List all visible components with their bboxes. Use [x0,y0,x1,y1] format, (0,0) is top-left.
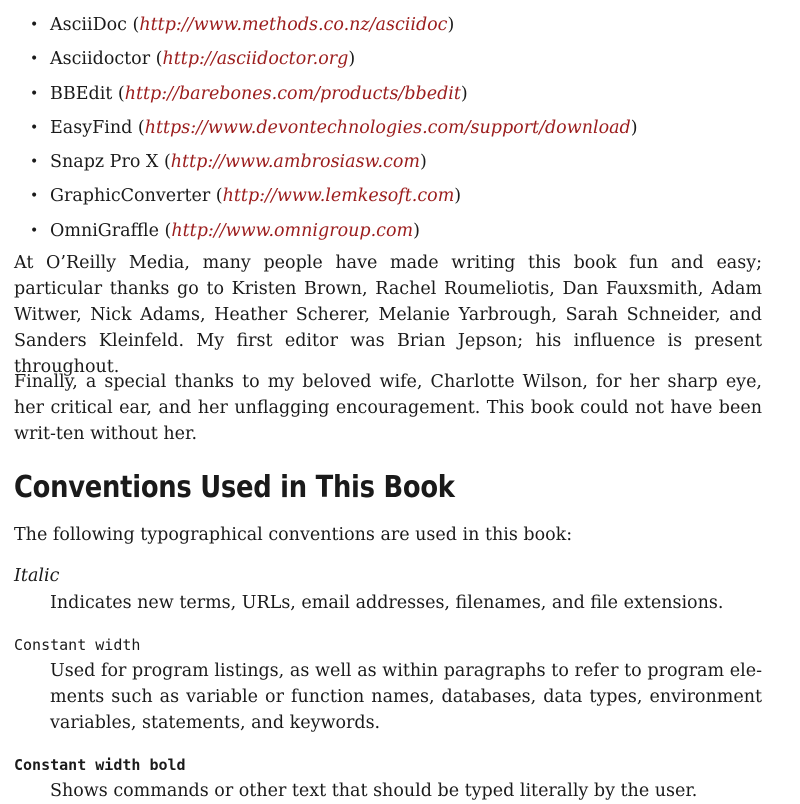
tool-link[interactable]: http://www.methods.co.nz/asciidoc [139,15,448,35]
italic-definition: Indicates new terms, URLs, email addresses, filenames, and file extensions. [50,593,724,613]
tool-name: AsciiDoc [50,15,127,35]
list-item: • Asciidoctor (http://asciidoctor.org) [30,42,750,76]
tool-link[interactable]: http://www.ambrosiasw.com [170,152,420,173]
bullet-icon: • [30,154,39,171]
constant-width-term: Constant width [14,636,141,654]
bullet-icon: • [30,188,39,205]
tool-link[interactable]: http://barebones.com/products/bbedit [124,83,461,104]
tool-link[interactable]: http://www.lemkesoft.com [222,186,455,207]
tool-list [30,8,750,248]
list-item: • Snapz Pro X (http://www.ambrosiasw.com) [30,145,750,179]
list-item: • EasyFind (https://www.devontechnologies.com/support/download) [30,111,750,145]
conventions-intro: The following typographical conventions are used in this book: [14,525,573,545]
section-heading: Conventions Used in This Book [14,470,455,505]
list-item: • BBEdit (http://barebones.com/products/bbedit) [30,77,750,111]
list-item: • OmniGraffle (http://www.omnigroup.com) [30,214,750,248]
constant-width-bold-definition: Shows commands or other text that should be typed literally by the user. [50,781,698,801]
tool-name: GraphicConverter [50,186,211,207]
tool-name: Asciidoctor [50,49,151,70]
tool-link[interactable]: https://www.devontechnologies.com/support/download [144,117,631,138]
bullet-icon: • [30,119,39,136]
list-item: • GraphicConverter (http://www.lemkesoft.com) [30,179,750,213]
list-item: • AsciiDoc (http://www.methods.co.nz/asciidoc) [30,8,750,42]
constant-width-bold-term: Constant width bold [14,756,186,774]
acknowledgement-paragraph: At O’Reilly Media, many people have made writing this book fun and easy; particular thanks go to Kristen Brown, Rachel Roumeliotis, Dan Fauxsmith, Adam Witwer, Nick Adams, Heather Scherer, Melanie Yarbrough, Sarah Schneider, and Sanders Kleinfeld. My first editor was Brian Jepson; his influence is present throughout. [14,253,762,377]
tool-name: BBEdit [50,83,113,104]
tool-name: OmniGraffle [50,220,159,241]
tool-link[interactable]: http://asciidoctor.org [162,49,349,70]
tool-link[interactable]: http://www.omnigroup.com [171,220,414,241]
tool-name: Snapz Pro X [50,152,159,173]
dedication-paragraph: Finally, a special thanks to my beloved wife, Charlotte Wilson, for her sharp eye, her critical ear, and her unflagging encouragement. This book could not have been writ-ten without her. [14,372,762,444]
constant-width-definition: Used for program listings, as well as within paragraphs to refer to program ele-ments such as variable or function names, databases, data types, environment variables, statements, and keywords. [50,661,762,733]
bullet-icon: • [30,222,39,239]
bullet-icon: • [30,85,39,102]
tool-name: EasyFind [50,117,133,138]
bullet-icon: • [30,17,39,33]
bullet-icon: • [30,51,39,68]
italic-term: Italic [14,566,60,586]
